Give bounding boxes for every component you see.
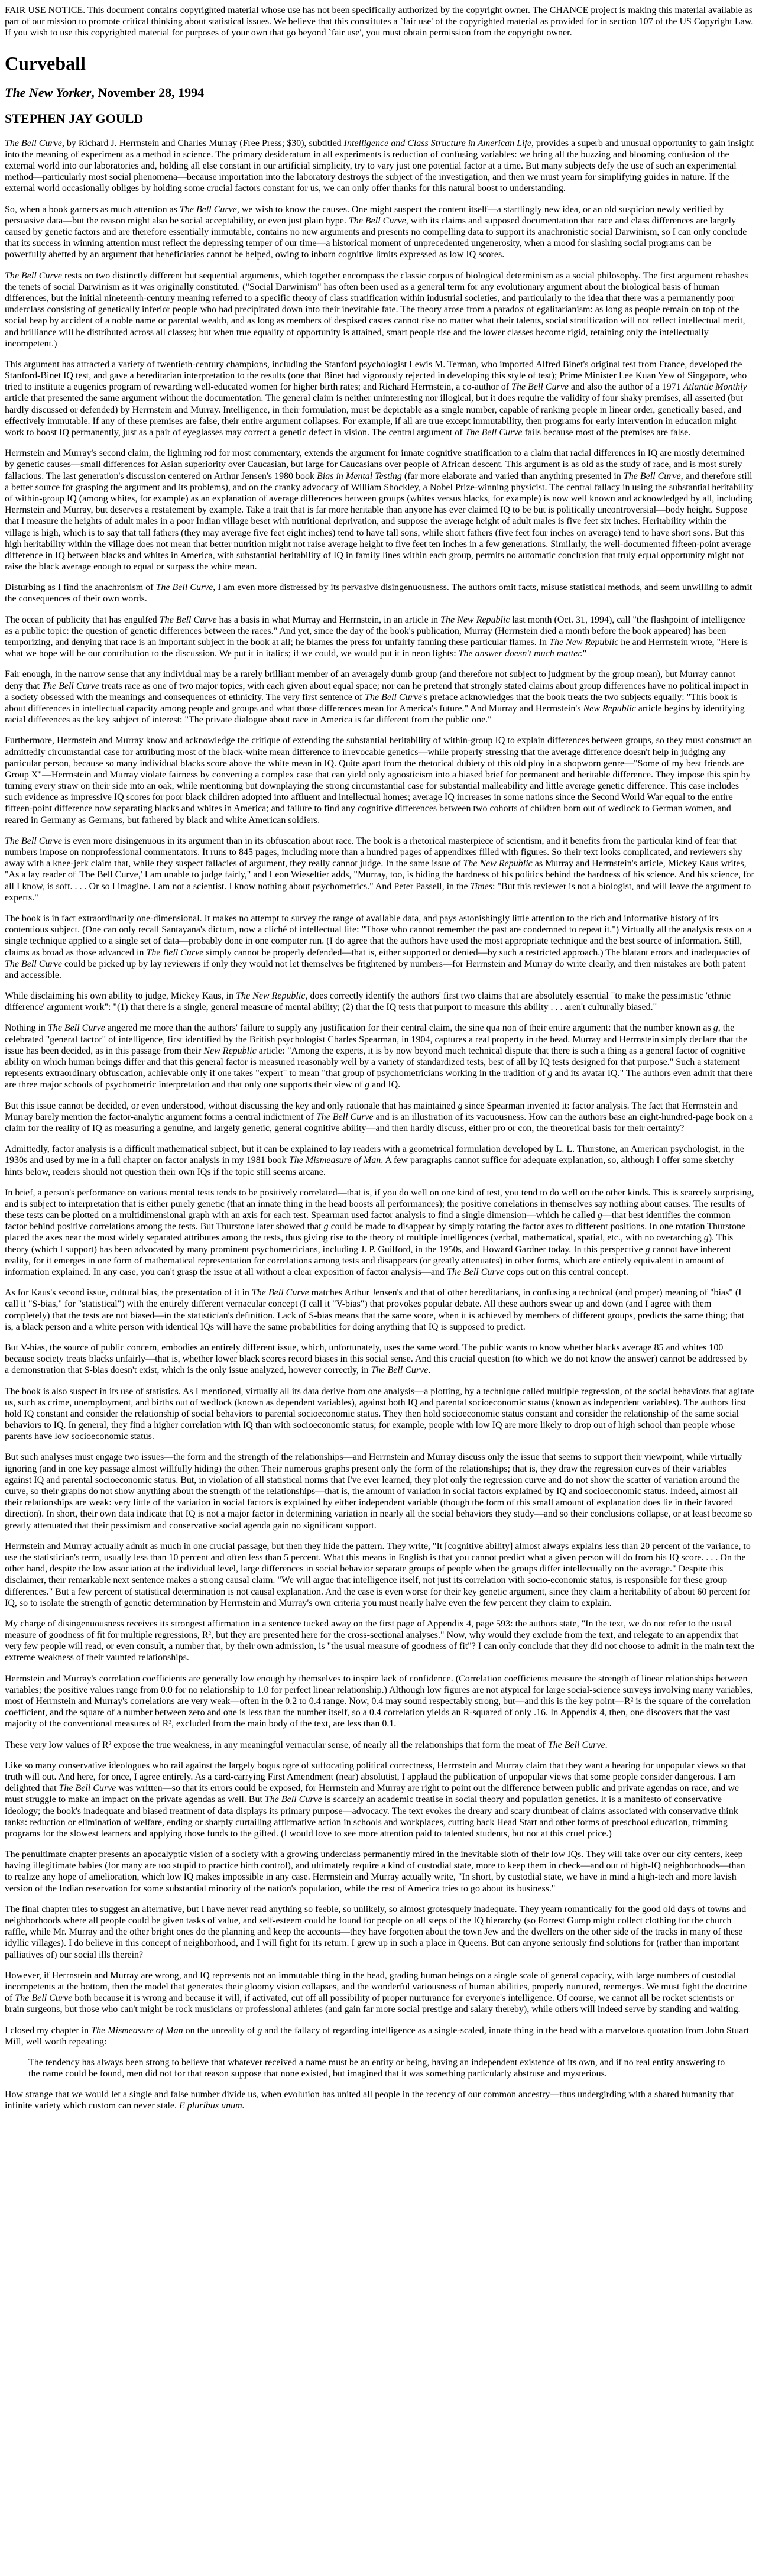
paragraph: Herrnstein and Murray's second claim, the lightning rod for most commentary, extends the argument for innate cognitive stratification to a claim that racial differences in IQ are mostly determined by genetic causes—small differences for Asian superiority over Caucasian, but large for Caucasians over people of African descent. This argument is as old as the study of race, and is most surely fallacious. The last generation's discussion centered on Arthur Jensen's 1980 book Bias in Mental Testing (far more elaborate and varied than anything presented in The Bell Curve, and therefore still a better source for grasping the argument and its problems), and on the cranky advocacy of William Shockley, a Nobel Prize-winning physicist. The central fallacy in using the substantial heritability of within-group IQ (among whites, for example) as an explanation of average differences between groups (whites versus blacks, for example) is now well known and acknowledged by all, including Herrnstein and Murray, but deserves a restatement by example. Take a trait that is far more heritable than anyone has ever claimed IQ to be but is politically uncontroversial—body height. Suppose that I measure the heights of adult males in a poor Indian village beset with nutritional deprivation, and suppose the average height of adult males is five feet six inches. Heritability within the village is high, which is to say that tall fathers (they may average five feet eight inches) tend to have tall sons, while short fathers (five feet four inches on average) tend to have short sons. But this high heritability within the village does not mean that better nutrition might not raise average height to five feet ten inches in a few generations. Similarly, the well-documented fifteen-point average difference in IQ between blacks and whites in America, with substantial heritability of IQ in family lines within each group, permits no automatic conclusion that truly equal opportunity might not raise the black average enough to equal or surpass the white mean. bbox=[5, 448, 754, 572]
paragraph: The Bell Curve is even more disingenuous in its argument than in its obfuscation about race. The book is a rhetorical masterpiece of scientism, and it benefits from the particular kind of fear that numbers impose on nonprofessional commentators. It runs to 845 pages, including more than a hundred pages of appendixes filled with figures. So their text looks complicated, and reviewers shy away with a knee-jerk claim that, while they suspect fallacies of argument, they really cannot judge. In the same issue of The New Republic as Murray and Herrnstein's article, Mickey Kaus writes, "As a lay reader of 'The Bell Curve,' I am unable to judge fairly," and Leon Wieseltier adds, "Murray, too, is hiding the hardness of his politics behind the hardness of his science. And his science, for all I know, is soft. . . . Or so I imagine. I am not a scientist. I know nothing about psychometrics." And Peter Passell, in the Times: "But this reviewer is not a biologist, and will leave the argument to experts." bbox=[5, 835, 754, 903]
paragraph: My charge of disingenuousness receives its strongest affirmation in a sentence tucked away on the first page of Appendix 4, page 593: the authors state, "In the text, we do not refer to the usual measure of goodness of fit for multiple regressions, R², but they are presented here for the cross-sectional analyses." Now, why would they exclude from the text, and relegate to an appendix that very few people will read, or even consult, a number that, by their own admission, is "the usual measure of goodness of fit"? I can only conclude that they did not choose to admit in the main text the extreme weakness of their vaunted relationships. bbox=[5, 1618, 754, 1663]
paragraph: But V-bias, the source of public concern, embodies an entirely different issue, which, unfortunately, uses the same word. The public wants to know whether blacks average 85 and whites 100 because society treats blacks unfairly—that is, whether lower black scores record biases in this social sense. And this crucial question (to which we do not know the answer) cannot be addressed by a demonstration that S-bias doesn't exist, which is the only issue analyzed, however correctly, in The Bell Curve. bbox=[5, 1342, 748, 1376]
paragraph: The book is in fact extraordinarily one-dimensional. It makes no attempt to survey the range of available data, and pays astonishingly little attention to the rich and informative history of its contentious subject. (One can only recall Santayana's dictum, now a cliché of intellectual life: "Those who cannot remember the past are condemned to repeat it.") Virtually all the analysis rests on a single technique applied to a single set of data—probably done in one computer run. (I do agree that the authors have used the most appropriate technique and the best source of information. Still, claims as broad as those advanced in The Bell Curve simply cannot be properly defended—that is, either supported or denied—by such a restricted approach.) The blatant errors and inadequacies of The Bell Curve could be picked up by lay reviewers if only they would not let themselves be frightened by numbers—for Herrnstein and Murray do write clearly, and their mistakes are both patent and accessible. bbox=[5, 913, 752, 980]
paragraph: Admittedly, factor analysis is a difficult mathematical subject, but it can be explained to lay readers with a geometrical formulation developed by L. L. Thurstone, an American psychologist, in the 1930s and used by me in a full chapter on factor analysis in my 1981 book The Mismeasure of Man. A few paragraphs cannot suffice for adequate explanation, so, although I offer some sketchy hints below, readers should not question their own IQs if the topic still seems arcane. bbox=[5, 1144, 744, 1177]
paragraph: I closed my chapter in The Mismeasure of Man on the unreality of g and the fallacy of regarding intelligence as a single-scaled, innate thing in the head with a marvelous quotation from John Stuart Mill, well worth repeating: bbox=[5, 2025, 750, 2047]
paragraph: Disturbing as I find the anachronism of The Bell Curve, I am even more distressed by its pervasive disingenuousness. The authors omit facts, misuse statistical methods, and seem unwilling to admit the consequences of their own words. bbox=[5, 582, 752, 604]
paragraph: The Bell Curve rests on two distinctly different but sequential arguments, which together encompass the classic corpus of biological determinism as a social philosophy. The first argument rehashes the tenets of social Darwinism as it was originally constituted. ("Social Darwinism" has often been used as a general term for any evolutionary argument about the biological basis of human differences, but the initial nineteenth-century meaning referred to a specific theory of class stratification within industrial societies, and particularly to the idea that there was a permanently poor underclass consisting of genetically inferior people who had precipitated down into their inevitable fate. The theory arose from a paradox of egalitarianism: as long as people remain on top of the social heap by accident of a noble name or parental wealth, and as long as members of despised castes cannot rise no matter what their talents, social stratification will not reflect intellectual merit, and brilliance will be distributed across all classes; but when true equality of opportunity is attained, smart people rise and the lower classes become rigid, retaining only the intellectually incompetent.) bbox=[5, 270, 748, 349]
author-byline: STEPHEN JAY GOULD bbox=[5, 111, 144, 127]
mill-quotation: The tendency has always been strong to believe that whatever received a name must be an entity or being, having an independent existence of its own, and if no real entity answering to the name could be found, men did not for that reason suppose that none existed, but imagined that it was something particularly abstruse and mysterious. bbox=[28, 2057, 725, 2079]
paragraph: The Bell Curve, by Richard J. Herrnstein and Charles Murray (Free Press; $30), subtitled Intelligence and Class Structure in American Life, provides a superb and unusual opportunity to gain insight into the meaning of experiment as a method in science. The primary desideratum in all experiments is reduction of confusing variables: we bring all the buzzing and blooming confusion of the external world into our laboratories and, holding all else constant in our artificial simplicity, try to vary just one potential factor at a time. But many subjects defy the use of such an experimental method—particularly most social phenomena—because importation into the laboratory destroys the subject of the investigation, and then we must yearn for simplifying guides in nature. If the external world occasionally obliges by holding some crucial factors constant for us, we can only offer thanks for this natural boost to understanding. bbox=[5, 138, 754, 194]
fair-use-notice: FAIR USE NOTICE. This document contains copyrighted material whose use has not been specifically authorized by the copyright owner. The CHANCE project is making this material available as part of our mission to promote critical thinking about statistical issues. We believe that this constitutes a `fair use' of the copyrighted material as provided for in section 107 of the US Copyright Law. If you wish to use this copyrighted material for purposes of your own that go beyond `fair use', you must obtain permission from the copyright owner. bbox=[5, 5, 754, 38]
paragraph: The penultimate chapter presents an apocalyptic vision of a society with a growing underclass permanently mired in the inevitable sloth of their low IQs. They will take over our city centers, keep having illegitimate babies (for many are too stupid to practice birth control), and ultimately require a kind of custodial state, more to keep them in check—and out of high-IQ neighborhoods—than to realize any hope of amelioration, which low IQ makes impossible in any case. Herrnstein and Murray actually write, "In short, by custodial state, we have in mind a high-tech and more lavish version of the Indian reservation for some substantial minority of the nation's population, while the rest of America tries to go about its business." bbox=[5, 1849, 745, 1894]
paragraph: However, if Herrnstein and Murray are wrong, and IQ represents not an immutable thing in the head, grading human beings on a single scale of general capacity, with large numbers of custodial incompetents at the bottom, then the model that generates their gloomy vision collapses, and the wonderful variousness of human abilities, properly nurtured, reemerges. We must fight the doctrine of The Bell Curve both because it is wrong and because it will, if activated, cut off all possibility of proper nurturance for everyone's intelligence. Of course, we cannot all be rocket scientists or brain surgeons, but those who can't might be rock musicians or professional athletes (and gain far more social prestige and salary thereby), while others will indeed serve by standing and waiting. bbox=[5, 1970, 747, 2015]
paragraph: But this issue cannot be decided, or even understood, without discussing the key and only rationale that has maintained g since Spearman invented it: factor analysis. The fact that Herrnstein and Murray barely mention the factor-analytic argument forms a central indictment of The Bell Curve and is an illustration of its vacuousness. How can the authors base an eight-hundred-page book on a claim for the reality of IQ as measuring a genuine, and largely genetic, general cognitive ability—and then hardly discuss, either pro or con, the theoretical basis for their certainty? bbox=[5, 1100, 754, 1133]
paragraph: In brief, a person's performance on various mental tests tends to be positively correlated—that is, if you do well on one kind of test, you tend to do well on the other kinds. This is scarcely surprising, and is subject to interpretation that is either purely genetic (that an innate thing in the head boosts all performances); the positive correlations in themselves say nothing about causes. The results of these tests can be plotted on a multidimensional graph with an axis for each test. Spearman used factor analysis to find a single dimension—which he called g—that best identifies the common factor behind positive correlations among the tests. But Thurstone later showed that g could be made to disappear by simply rotating the factor axes to different positions. In one rotation Thurstone placed the axes near the most widely separated attributes among the tests, thus giving rise to the theory of multiple intelligences (verbal, mathematical, spatial, etc., with no overarching g). This theory (which I support) has been advocated by many prominent psychometricians, including J. P. Guilford, in the 1950s, and Howard Gardner today. In this perspective g cannot have inherent reality, for it emerges in one form of mathematical representation for correlations among tests and disappears (or greatly attenuates) in other forms, which are entirely equivalent in amount of information explained. In any case, you can't grasp the issue at all without a clear exposition of factor analysis—and The Bell Curve cops out on this central concept. bbox=[5, 1187, 754, 1278]
paragraph: The book is also suspect in its use of statistics. As I mentioned, virtually all its data derive from one analysis—a plotting, by a technique called multiple regression, of the social behaviors that agitate us, such as crime, unemployment, and births out of wedlock (known as dependent variables), against both IQ and parental socioeconomic status (known as independent variables). The authors first hold IQ constant and consider the relationship of social behaviors to parental socioeconomic status. They then hold socioeconomic status constant and consider the relationship of the same social behaviors to IQ. In general, they find a higher correlation with IQ than with socioeconomic status; for example, people with low IQ are more likely to drop out of high school than people whose parents have low socioeconomic status. bbox=[5, 1386, 754, 1442]
paragraph: This argument has attracted a variety of twentieth-century champions, including the Stanford psychologist Lewis M. Terman, who imported Alfred Binet's original test from France, developed the Stanford-Binet IQ test, and gave a hereditarian interpretation to the results (one that Binet had vigorously rejected in developing this style of test); Prime Minister Lee Kuan Yew of Singapore, who tried to institute a eugenics program of rewarding well-educated women for higher birth rates; and Richard Herrnstein, a co-author of The Bell Curve and also the author of a 1971 Atlantic Monthly article that presented the same argument without the documentation. The general claim is neither uninteresting nor illogical, but it does require the validity of four shaky premises, all asserted (but hardly discussed or defended) by Herrnstein and Murray. Intelligence, in their formulation, must be depictable as a single number, capable of ranking people in linear order, genetically based, and effectively immutable. If any of these premises are false, their entire argument collapses. For example, if all are true except immutability, then programs for early intervention in education might work to boost IQ permanently, just as a pair of eyeglasses may correct a genetic defect in vision. The central argument of The Bell Curve fails because most of the premises are false. bbox=[5, 359, 747, 438]
article-page bbox=[5, 5, 754, 2112]
paragraph: So, when a book garners as much attention as The Bell Curve, we wish to know the causes. One might suspect the content itself—a startlingly new idea, or an old suspicion newly verified by persuasive data—but the reason might also be social acceptability, or even just plain hype. The Bell Curve, with its claims and supposed documentation that race and class differences are largely caused by genetic factors and are therefore essentially immutable, contains no new arguments and presents no compelling data to support its anachronistic social Darwinism, so I can only conclude that its success in winning attention must reflect the depressing temper of our time—a historical moment of unprecedented ungenerosity, when a mood for slashing social programs can be powerfully abetted by an argument that beneficiaries cannot be helped, owing to inborn cognitive limits expressed as low IQ scores. bbox=[5, 204, 747, 260]
article-body bbox=[5, 138, 754, 2112]
paragraph: The ocean of publicity that has engulfed The Bell Curve has a basis in what Murray and Herrnstein, in an article in The New Republic last month (Oct. 31, 1994), call "the flashpoint of intelligence as a public topic: the question of genetic differences between the races." And yet, since the day of the book's publication, Murray (Herrnstein died a month before the book appeared) has been temporizing, and denying that race is an important subject in the book at all; he blames the press for unfairly fanning these particular flames. In The New Republic he and Herrnstein wrote, "Here is what we hope will be our contribution to the discussion. We put it in italics; if we could, we would put it in neon lights: The answer doesn't much matter." bbox=[5, 614, 748, 659]
paragraph: As for Kaus's second issue, cultural bias, the presentation of it in The Bell Curve matches Arthur Jensen's and that of other hereditarians, in confusing a technical (and proper) meaning of "bias" (I call it "S-bias," for "statistical") with the entirely different vernacular concept (I call it "V-bias") that provokes popular debate. All these authors swear up and down (and I agree with them completely) that the tests are not biased—in the statistician's definition. Lack of S-bias means that the same score, when it is achieved by members of different groups, predicts the same thing; that is, a black person and a white person with identical IQs will have the same probabilities for doing anything that IQ is supposed to predict. bbox=[5, 1288, 745, 1332]
paragraph: Like so many conservative ideologues who rail against the largely bogus ogre of suffocating political correctness, Herrnstein and Murray claim that they want a hearing for unpopular views so that truth will out. And here, for once, I agree entirely. As a card-carrying First Amendment (near) absolutist, I applaud the publication of unpopular views that some people consider dangerous. I am delighted that The Bell Curve was written—so that its errors could be exposed, for Herrnstein and Murray are right to point out the difference between public and private agendas on race, and we must struggle to make an impact on the private agendas as well. But The Bell Curve is scarcely an academic treatise in social theory and population genetics. It is a manifesto of conservative ideology; the book's inadequate and biased treatment of data displays its primary purpose—advocacy. The text evokes the dreary and scary drumbeat of claims associated with conservative think tanks: reduction or elimination of welfare, ending or sharply curtailing affirmative action in schools and workplaces, cutting back Head Start and other forms of preschool education, trimming programs for the slowest learners and applying those funds to the gifted. (I would love to see more attention paid to talented students, but not at this cruel price.) bbox=[5, 1760, 747, 1839]
paragraph: How strange that we would let a single and false number divide us, when evolution has united all people in the recency of our common ancestry—thus undergirding with a shared humanity that infinite variety which custom can never stale. E pluribus unum. bbox=[5, 2089, 734, 2111]
paragraph: Nothing in The Bell Curve angered me more than the authors' failure to supply any justification for their central claim, the sine qua non of their entire argument: that the number known as g, the celebrated "general factor" of intelligence, first identified by the British psychologist Charles Spearman, in 1904, captures a real property in the head. Murray and Herrnstein simply declare that the issue has been decided, as in this passage from their New Republic article: "Among the experts, it is by now beyond much technical dispute that there is such a thing as a general factor of cognitive ability on which human beings differ and that this general factor is measured reasonably well by a variety of standardized tests, best of all by IQ tests designed for that purpose." Such a statement represents extraordinary obfuscation, achievable only if one takes "expert" to mean "that group of psychometricians working in the tradition of g and its avatar IQ." The authors even admit that there are three major schools of psychometric interpretation and that only one supports their view of g and IQ. bbox=[5, 1023, 753, 1090]
paragraph: While disclaiming his own ability to judge, Mickey Kaus, in The New Republic, does correctly identify the authors' first two claims that are absolutely essential "to make the pessimistic 'ethnic difference' argument work": "(1) that there is a single, general measure of mental ability; (2) that the IQ tests that purport to measure this ability . . . aren't culturally biased." bbox=[5, 991, 731, 1013]
paragraph: Furthermore, Herrnstein and Murray know and acknowledge the critique of extending the substantial heritability of within-group IQ to explain differences between groups, so they must construct an admittedly circumstantial case for attributing most of the black-white mean difference to irrevocable genetics—while properly stressing that the average difference doesn't help in judging any particular person, because so many individual blacks score above the white mean in IQ. Quite apart from the rhetorical dubiety of this old ploy in a shopworn genre—"Some of my best friends are Group X"—Herrnstein and Murray violate fairness by converting a complex case that can yield only agnosticism into a biased brief for permanent and heritable difference. They impose this spin by turning every straw on their side into an oak, while mentioning but downplaying the strong circumstantial case for substantial malleability and little average genetic difference. This case includes such evidence as impressive IQ scores for poor black children adopted into affluent and intellectual homes; average IQ increases in some nations since the Second World War equal to the entire fifteen-point difference now separating blacks and whites in America; and failure to find any cognitive differences between two cohorts of children born out of wedlock to German women, and reared in Germany as Germans, but fathered by black and white American soldiers. bbox=[5, 735, 752, 825]
paragraph: But such analyses must engage two issues—the form and the strength of the relationships—and Herrnstein and Murray discuss only the issue that seems to support their viewpoint, while virtually ignoring (and in one key passage almost willfully hiding) the other. Their numerous graphs present only the form of the relationships; that is, they draw the regression curves of their variables against IQ and parental socioeconomic status. But, in violation of all statistical norms that I've ever learned, they plot only the regression curve and do not show the scatter of variation around the curve, so their graphs do not show anything about the strength of the relationships—that is, the amount of variation in social factors explained by IQ and socioeconomic status. Indeed, almost all their relationships are weak: very little of the variation in social factors is explained by either independent variable (though the form of this small amount of explanation does lie in their favored direction). In short, their own data indicate that IQ is not a major factor in determining variation in nearly all the social behaviors they study—and so their conclusions collapse, or at least become so greatly attenuated that their pessimism and conservative social agenda gain no significant support. bbox=[5, 1452, 752, 1531]
paragraph: Herrnstein and Murray actually admit as much in one crucial passage, but then they hide the pattern. They write, "It [cognitive ability] almost always explains less than 20 percent of the variance, to use the statistician's term, usually less than 10 percent and often less than 5 percent. What this means in English is that you cannot predict what a given person will do from his IQ score. . . . On the other hand, despite the low association at the individual level, large differences in social behavior separate groups of people when the groups differ intellectually on the average." Despite this disclaimer, their remarkable next sentence makes a strong causal claim. "We will argue that intelligence itself, not just its correlation with socio-economic status, is responsible for these group differences." But a few percent of statistical determination is not causal explanation. And the case is even worse for their key genetic argument, since they claim a heritability of about 60 percent for IQ, so to isolate the strength of genetic determination by Herrnstein and Murray's own criteria you must nearly halve even the few percent they claim to explain. bbox=[5, 1541, 751, 1608]
paragraph: Herrnstein and Murray's correlation coefficients are generally low enough by themselves to inspire lack of confidence. (Correlation coefficients measure the strength of linear relationships between variables; the positive values range from 0.0 for no relationship to 1.0 for perfect linear relationship.) Although low figures are not atypical for large social-science surveys involving many variables, most of Herrnstein and Murray's correlations are very weak—often in the 0.2 to 0.4 range. Now, 0.4 may sound respectably strong, but—and this is the key point—R² is the square of the correlation coefficient, and the square of a number between zero and one is less than the number itself, so a 0.4 correlation yields an R-squared of only .16. In Appendix 4, then, one discovers that the vast majority of the conventional measures of R², excluded from the main body of the text, are less than 0.1. bbox=[5, 1673, 753, 1729]
publication-line: The New Yorker, November 28, 1994 bbox=[5, 85, 205, 100]
paragraph: These very low values of R² expose the true weakness, in any meaningful vernacular sense, of nearly all the relationships that form the meat of The Bell Curve. bbox=[5, 1739, 608, 1750]
page-title: Curveball bbox=[5, 52, 86, 74]
paragraph: The final chapter tries to suggest an alternative, but I have never read anything so feeble, so unlikely, so almost grotesquely inadequate. They yearn romantically for the good old days of towns and neighborhoods where all people could be given tasks of value, and self-esteem could be found for people on all steps of the IQ hierarchy (so Forrest Gump might collect clothing for the church raffle, while Mr. Murray and the other bright ones do the planning and keep the accounts—they have forgotten about the town Jew and the dwellers on the other side of the tracks in many of these idyllic villages). I do believe in this concept of neighborhood, and I will fight for its return. I grew up in such a place in Queens. But can anyone seriously find solutions for (rather than important palliatives of) our social ills therein? bbox=[5, 1904, 747, 1960]
paragraph: Fair enough, in the narrow sense that any individual may be a rarely brilliant member of an averagely dumb group (and therefore not subject to judgment by the group mean), but Murray cannot deny that The Bell Curve treats race as one of two major topics, with each given about equal space; nor can he pretend that strongly stated claims about group differences have no political impact in a society obsessed with the meanings and consequences of ethnicity. The very first sentence of The Bell Curve's preface acknowledges that the book treats the two subjects equally: "This book is about differences in intellectual capacity among people and groups and what those differences mean for America's future." And Murray and Herrnstein's New Republic article begins by identifying racial differences as the key subject of interest: "The private dialogue about race in America is far different from the public one." bbox=[5, 669, 749, 725]
